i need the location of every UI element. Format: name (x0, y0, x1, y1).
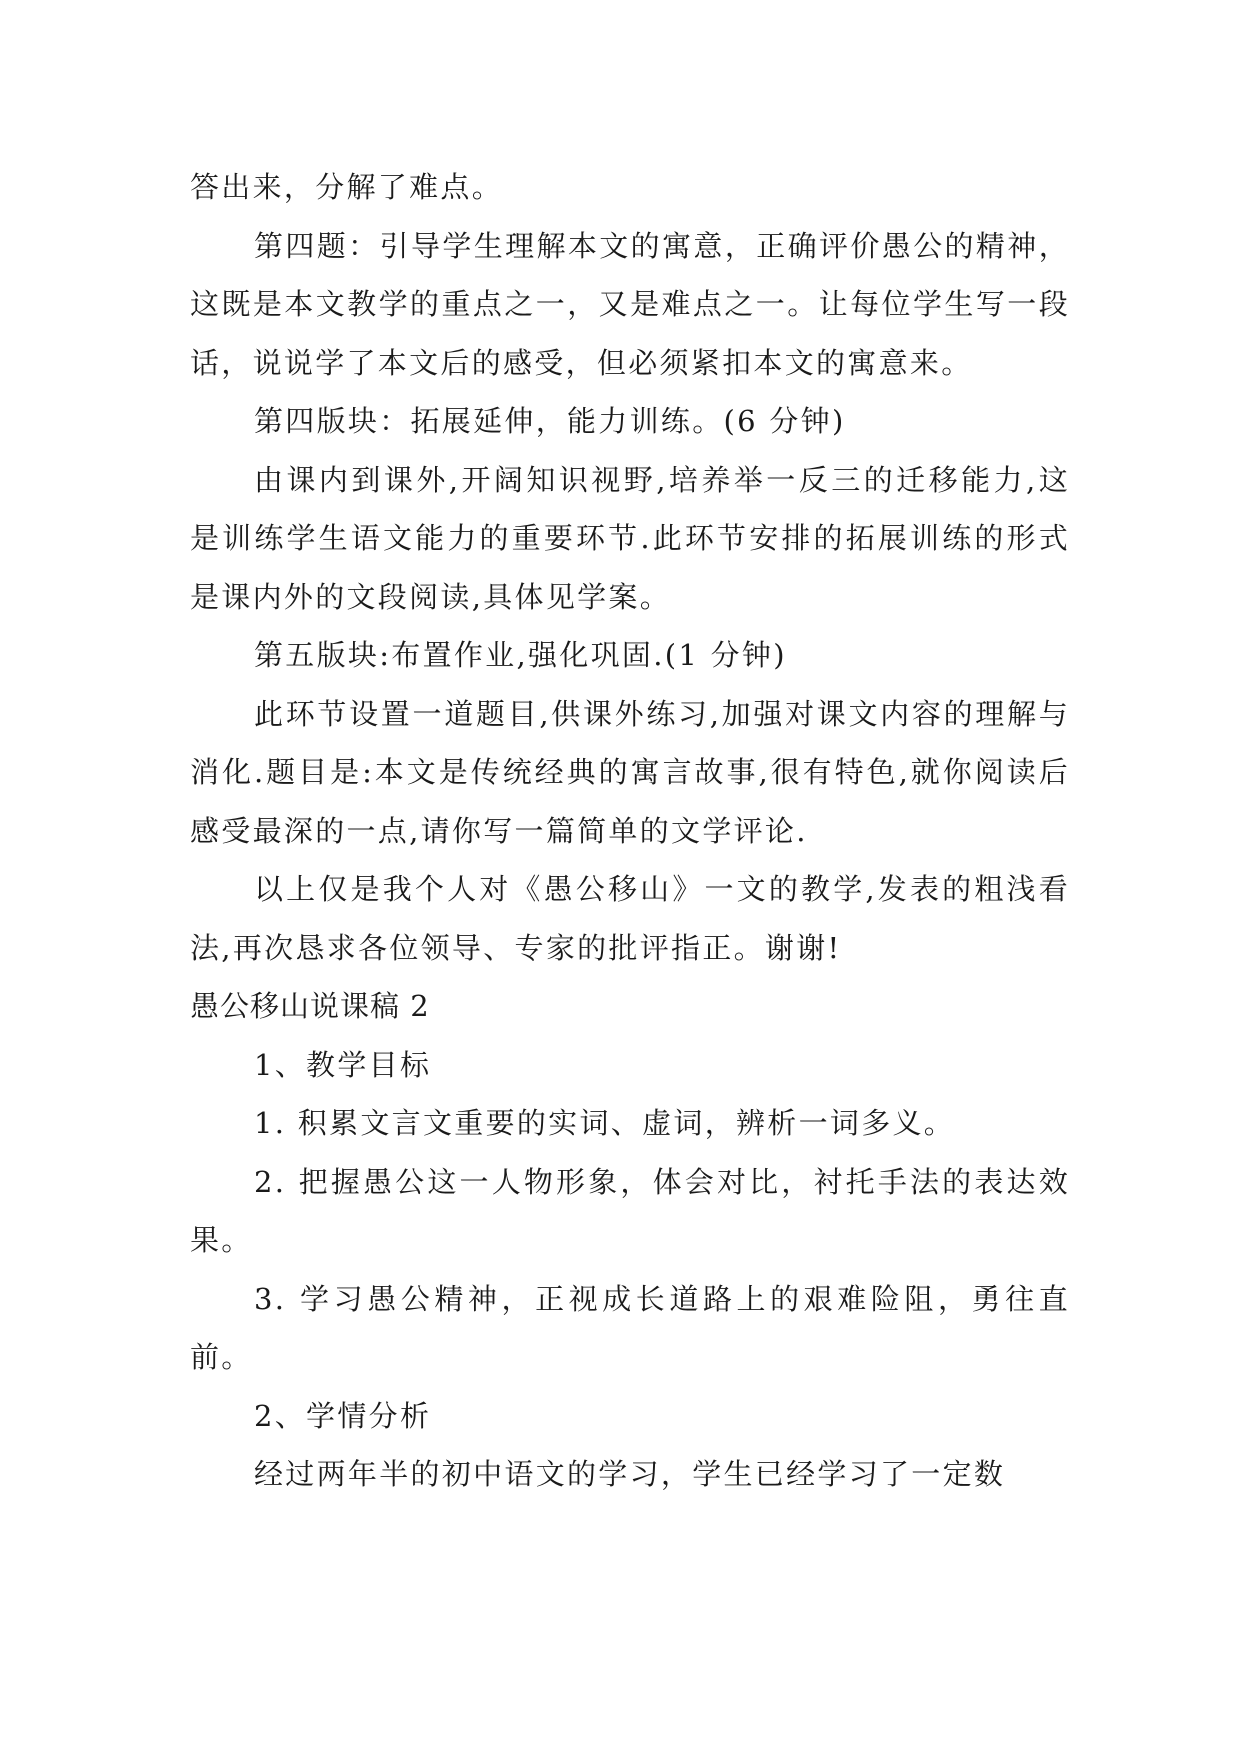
paragraph: 2、学情分析 (254, 1398, 432, 1433)
paragraph: 1. 积累文言文重要的实词、虚词，辨析一词多义。 (254, 1106, 956, 1140)
paragraph: 由课内到课外,开阔知识视野,培养举一反三的迁移能力,这是训练学生语文能力的重要环节.此环节安排的拓展训练的形式是课内外的文段阅读,具体见学案。 (190, 462, 1070, 614)
document-body (190, 158, 1070, 1504)
paragraph: 1、教学目标 (254, 1047, 432, 1082)
paragraph: 以上仅是我个人对《愚公移山》一文的教学,发表的粗浅看法,再次恳求各位领导、专家的批评指正。谢谢! (190, 872, 1070, 965)
paragraph: 第五版块:布置作业,强化巩固.(1 分钟) (254, 638, 787, 672)
paragraph: 答出来，分解了难点。 (190, 170, 504, 204)
paragraph: 第四题：引导学生理解本文的寓意，正确评价愚公的精神，这既是本文教学的重点之一，又是难点之一。让每位学生写一段话，说说学了本文后的感受，但必须紧扣本文的寓意来。 (190, 228, 1070, 380)
paragraph: 经过两年半的初中语文的学习，学生已经学习了一定数 (254, 1457, 1006, 1491)
paragraph: 第四版块：拓展延伸，能力训练。(6 分钟) (254, 404, 846, 438)
section-heading: 愚公移山说课稿 2 (190, 989, 430, 1023)
paragraph: 3. 学习愚公精神，正视成长道路上的艰难险阻，勇往直前。 (190, 1281, 1070, 1374)
paragraph: 2. 把握愚公这一人物形象，体会对比，衬托手法的表达效果。 (190, 1164, 1070, 1257)
paragraph: 此环节设置一道题目,供课外练习,加强对课文内容的理解与消化.题目是:本文是传统经典的寓言故事,很有特色,就你阅读后感受最深的一点,请你写一篇简单的文学评论. (190, 696, 1070, 848)
